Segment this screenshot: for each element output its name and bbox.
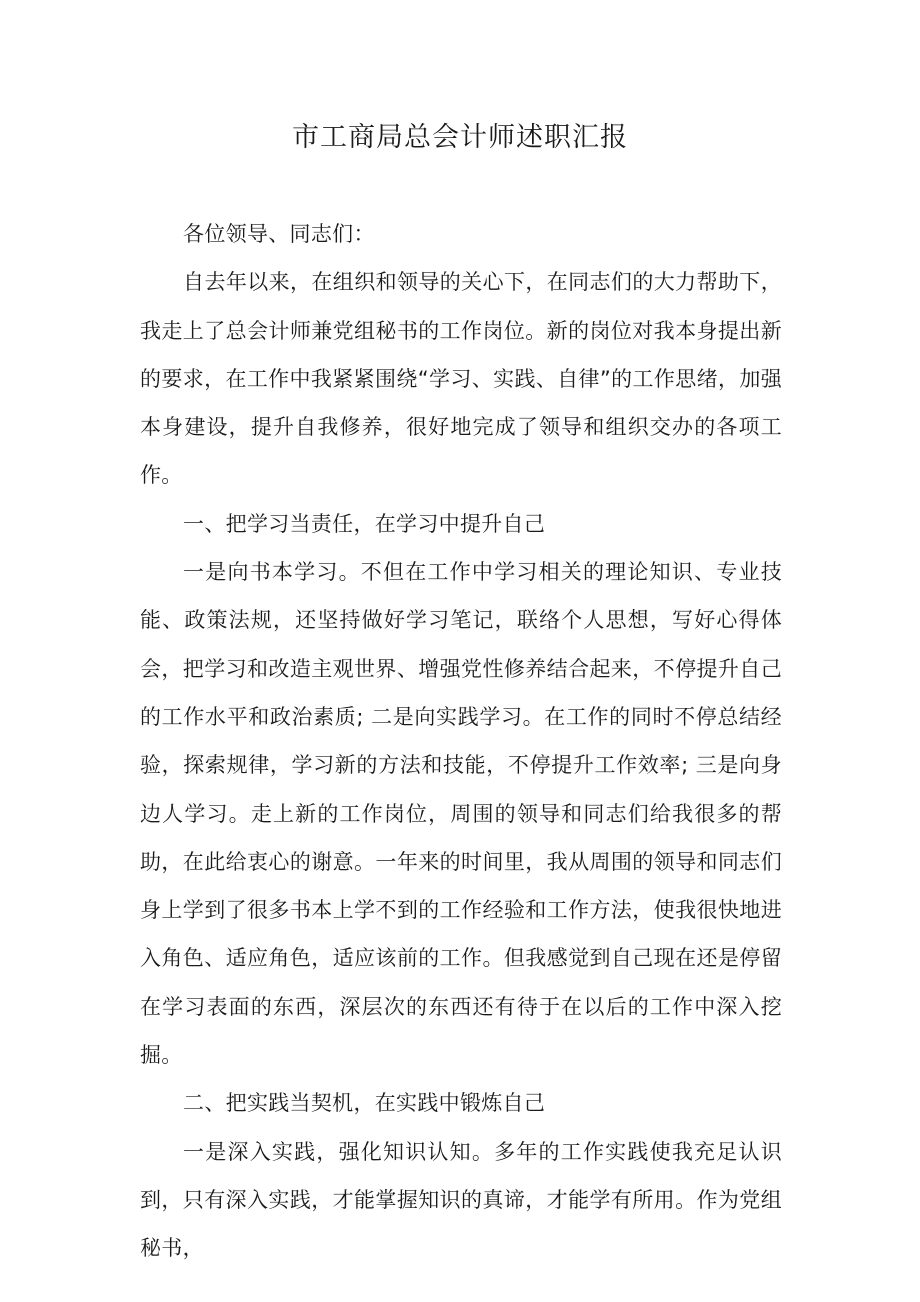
section-1-paragraph: 一是向书本学习。不但在工作中学习相关的理论知识、专业技能、政策法规，还坚持做好学习笔记，联络个人思想，写好心得体会，把学习和改造主观世界、增强党性修养结合起来，不停提升自己的工作水平和政治素质; 二是向实践学习。在工作的同时不停总结经验，探索规律，学习新的方法和技能，不停提升工作效率; 三是向身边人学习。走上新的工作岗位，周围的领导和同志们给我很多的帮助，在此给衷心的谢意。一年来的时间里，我从周围的领导和同志们身上学到了很多书本上学不到的工作经验和工作方法，使我很快地进入角色、适应角色，适应该前的工作。但我感觉到自己现在还是停留在学习表面的东西，深层次的东西还有待于在以后的工作中深入挖掘。 <box>140 560 782 1068</box>
intro-paragraph: 自去年以来，在组织和领导的关心下，在同志们的大力帮助下，我走上了总会计师兼党组秘书的工作岗位。新的岗位对我本身提出新的要求，在工作中我紧紧围绕“学习、实践、自律”的工作思绪，加强本身建设，提升自我修养，很好地完成了领导和组织交办的各项工作。 <box>140 270 782 488</box>
section-2-paragraph: 一是深入实践，强化知识认知。多年的工作实践使我充足认识到，只有深入实践，才能掌握知识的真谛，才能学有所用。作为党组秘书， <box>140 1139 782 1261</box>
document-body <box>140 210 782 1273</box>
document-title: 市工商局总会计师述职汇报 <box>292 122 628 153</box>
salutation: 各位领导、同志们： <box>183 222 375 246</box>
section-heading-1: 一、把学习当责任，在学习中提升自己 <box>183 511 546 536</box>
section-heading-2: 二、把实践当契机，在实践中锻炼自己 <box>183 1091 546 1116</box>
